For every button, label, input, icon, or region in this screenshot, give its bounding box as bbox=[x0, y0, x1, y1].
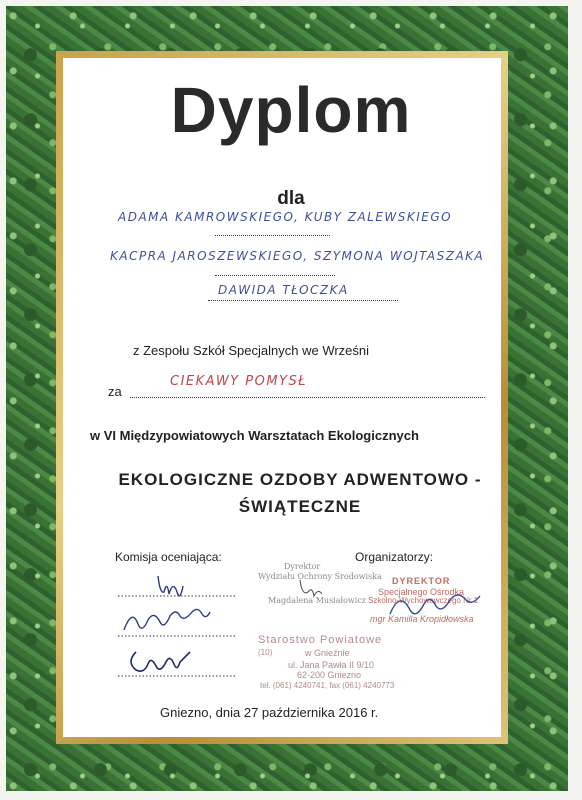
award-prefix: za bbox=[108, 384, 122, 399]
office-phone: tel. (061) 4240741, fax (061) 4240773 bbox=[260, 681, 395, 690]
subject-line-1: EKOLOGICZNE OZDOBY ADWENTOWO - bbox=[118, 470, 482, 489]
office-zip: 62-200 Gniezno bbox=[297, 670, 362, 680]
stamp-director-title: Dyrektor bbox=[284, 562, 321, 571]
stamp-school-1: Specjalnego Ośrodka bbox=[378, 587, 465, 597]
office-code: (10) bbox=[258, 648, 273, 657]
dotted-underline bbox=[215, 275, 335, 276]
award-dotted-line bbox=[130, 397, 485, 398]
recipient-line-3: DAWIDA TŁOCZKA bbox=[218, 283, 349, 297]
school-line: z Zespołu Szkół Specjalnych we Wrześni bbox=[133, 343, 370, 358]
office-street: ul. Jana Pawła II 9/10 bbox=[288, 660, 375, 670]
jury-label: Komisja oceniająca: bbox=[115, 550, 222, 564]
stamp-school-2: Szkolno-Wychowawczego Nr 1 bbox=[368, 596, 479, 605]
recipient-line-1: ADAMA KAMROWSKIEGO, KUBY ZALEWSKIEGO bbox=[118, 210, 453, 224]
event-line: w VI Międzypowiatowych Warsztatach Ekologicznych bbox=[90, 428, 419, 443]
dotted-underline bbox=[208, 300, 398, 301]
diploma-title: Dyplom bbox=[170, 74, 412, 146]
jury-signature-1 bbox=[118, 568, 238, 600]
recipient-line-2: KACPRA JAROSZEWSKIEGO, SZYMONA WOJTASZAKA bbox=[110, 249, 485, 263]
organizer-signature-2 bbox=[380, 588, 490, 624]
jury-signature-3 bbox=[118, 646, 238, 680]
organizers-label: Organizatorzy: bbox=[355, 550, 434, 564]
jury-signature-2 bbox=[118, 608, 238, 640]
for-label: dla bbox=[277, 188, 305, 209]
stamp-name-1: Magdalena Musiałowicz bbox=[268, 596, 367, 605]
office-city: w Gnieźnie bbox=[305, 648, 350, 658]
date-line: Gniezno, dnia 27 października 2016 r. bbox=[160, 705, 379, 720]
stamp-director-2: DYREKTOR bbox=[392, 576, 451, 586]
office-name: Starostwo Powiatowe bbox=[258, 634, 383, 646]
stamp-name-2: mgr Kamilla Kropidłowska bbox=[370, 614, 474, 624]
stamp-department: Wydziału Ochrony Środowiska bbox=[258, 572, 382, 581]
award-reason: CIEKAWY POMYSŁ bbox=[170, 374, 308, 389]
subject-line-2: ŚWIĄTECZNE bbox=[238, 497, 362, 516]
dotted-underline bbox=[215, 235, 330, 236]
organizer-signature-1 bbox=[294, 576, 334, 602]
